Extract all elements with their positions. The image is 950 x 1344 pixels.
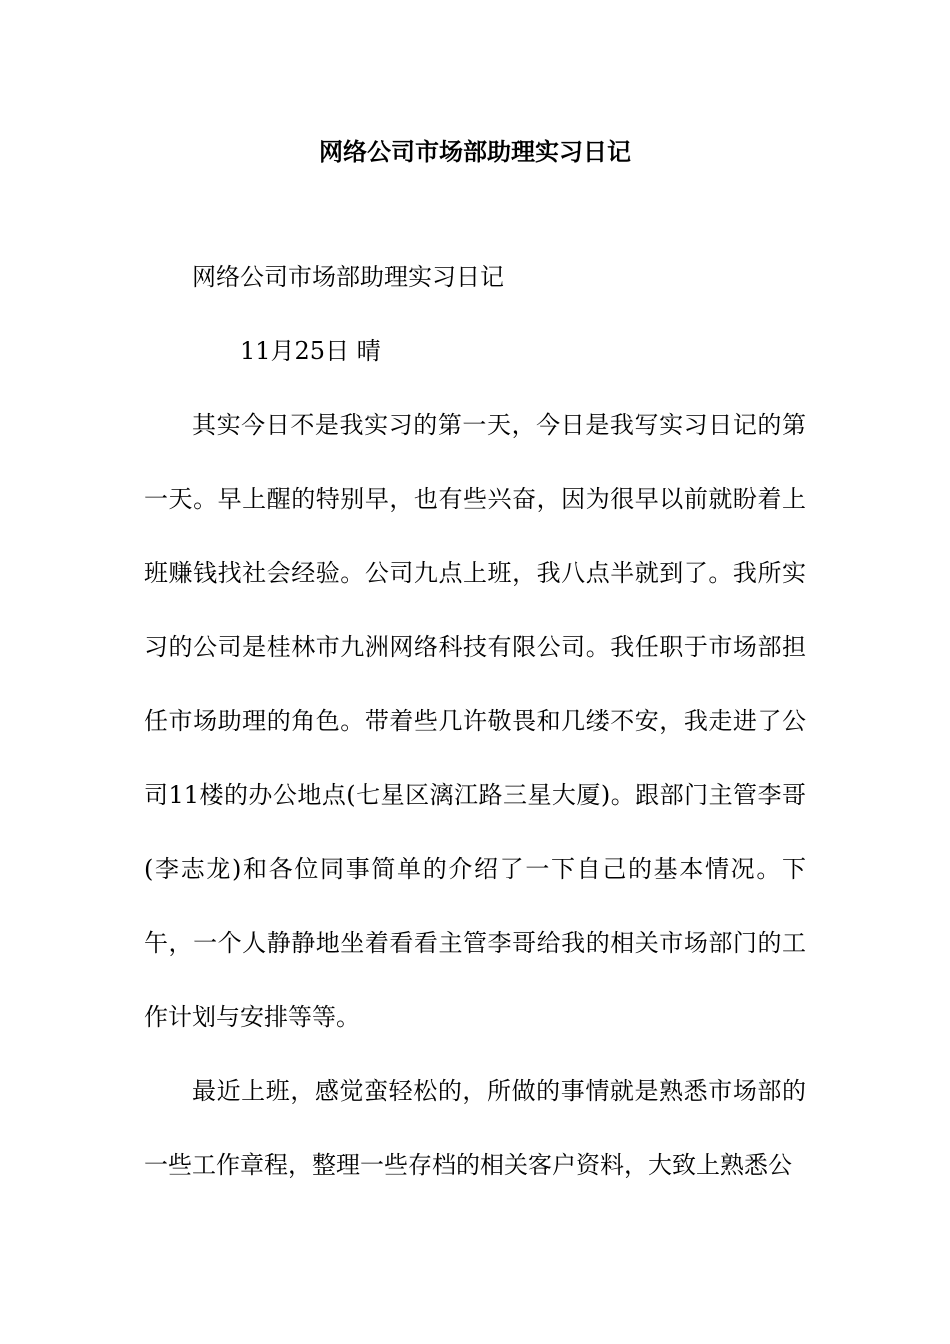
diary-date-line: 11月25日 晴 <box>240 337 381 365</box>
document-subtitle: 网络公司市场部助理实习日记 <box>192 263 504 291</box>
paragraph-2: 最近上班，感觉蛮轻松的，所做的事情就是熟悉市场部的一些工作章程，整理一些存档的相关客户资料，大致上熟悉公 <box>144 1077 806 1179</box>
paragraph-1: 其实今日不是我实习的第一天，今日是我写实习日记的第一天。早上醒的特别早，也有些兴奋，因为很早以前就盼着上班赚钱找社会经验。公司九点上班，我八点半就到了。我所实习的公司是桂林市九洲网络科技有限公司。我任职于市场部担任市场助理的角色。带着些几许敬畏和几缕不安，我走进了公司11楼的办公地点(七星区漓江路三星大厦)。跟部门主管李哥(李志龙)和各位同事简单的介绍了一下自己的基本情况。下午，一个人静静地坐着看看主管李哥给我的相关市场部门的工作计划与安排等等。 <box>144 411 806 1031</box>
document-title: 网络公司市场部助理实习日记 <box>319 137 631 166</box>
